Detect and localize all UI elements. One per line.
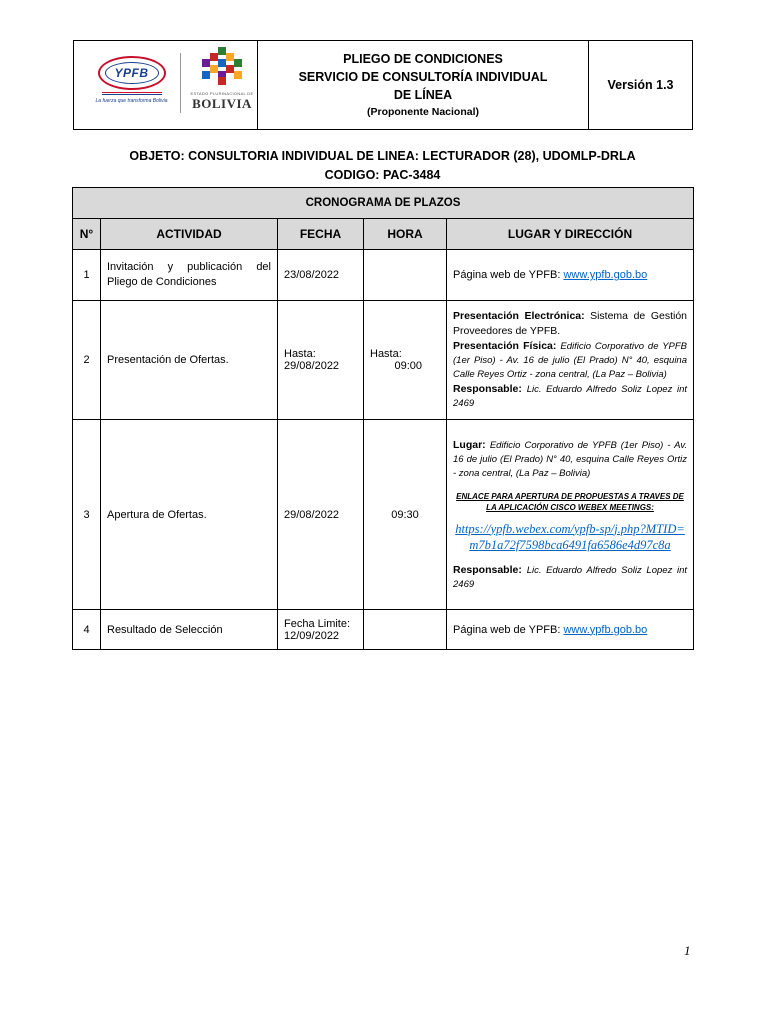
column-header: FECHA xyxy=(278,219,364,250)
time-cell: Hasta: 09:00 xyxy=(364,301,447,420)
objective xyxy=(73,147,692,185)
table-row: 3 Apertura de Ofertas. 29/08/2022 09:30 Lugar: Edificio Corporativo de YPFB (1er Piso) - Av. 16 de julio (El Prado) N° 40, esquina Calle Reyes Ortiz - zona central, (La Paz – Bolivia) ENLACE PARA APERTURA DE PROPUESTAS A TRAVES DE LA APLICACIÓN CISCO WEBEX MEETINGS: https://ypfb.webex.com/ypfb-sp/j.php?MTID=m7b1a72f7598bca6491fa6586e4d97c8a Responsable: Lic. Eduardo Alfredo Soliz Lopez int 2469 xyxy=(73,420,694,610)
table-row: 2 Presentación de Ofertas. Hasta: 29/08/2022 Hasta: 09:00 Presentación Electrónica: Sistema de Gestión Proveedores de YPFB. Presentación Física: Edificio Corporativo de YPFB (1er Piso) - Av. 16 de julio (El Prado) N° 40, esquina Calle Reyes Ortiz - zona central, (La Paz – Bolivia) Responsable: Lic. Eduardo Alfredo Soliz Lopez int 2469 xyxy=(73,301,694,420)
bolivia-emblem-icon xyxy=(202,47,242,85)
activity-cell: Presentación de Ofertas. xyxy=(101,301,278,420)
place-cell: Página web de YPFB: www.ypfb.gob.bo xyxy=(447,250,694,301)
schedule-table xyxy=(72,187,694,650)
table-row: 4 Resultado de Selección Fecha Limite: 12/09/2022 Página web de YPFB: www.ypfb.gob.bo xyxy=(73,610,694,650)
page-number: 1 xyxy=(684,943,691,958)
time-cell xyxy=(364,610,447,650)
logos-cell xyxy=(74,41,258,130)
column-header: N° xyxy=(73,219,101,250)
column-header: HORA xyxy=(364,219,447,250)
date-cell: 23/08/2022 xyxy=(278,250,364,301)
column-header: LUGAR Y DIRECCIÓN xyxy=(447,219,694,250)
place-cell: Página web de YPFB: www.ypfb.gob.bo xyxy=(447,610,694,650)
document-header xyxy=(73,40,693,130)
webex-meeting-link[interactable]: https://ypfb.webex.com/ypfb-sp/j.php?MTID=m7b1a72f7598bca6491fa6586e4d97c8a xyxy=(455,521,685,552)
schedule-caption: CRONOGRAMA DE PLAZOS xyxy=(73,188,694,219)
ypfb-website-link[interactable]: www.ypfb.gob.bo xyxy=(563,269,648,281)
objective-line: OBJETO: CONSULTORIA INDIVIDUAL DE LINEA: LECTURADOR (28), UDOMLP-DRLA xyxy=(129,149,636,163)
version-cell: Versión 1.3 xyxy=(589,41,693,130)
bolivia-logo: ESTADO PLURINACIONAL DE BOLIVIA xyxy=(186,47,258,112)
activity-cell: Apertura de Ofertas. xyxy=(101,420,278,610)
place-cell: Presentación Electrónica: Sistema de Gestión Proveedores de YPFB. Presentación Física: Edificio Corporativo de YPFB (1er Piso) - Av. 16 de julio (El Prado) N° 40, esquina Calle Reyes Ortiz - zona central, (La Paz – Bolivia) Responsable: Lic. Eduardo Alfredo Soliz Lopez int 2469 xyxy=(447,301,694,420)
date-cell: 29/08/2022 xyxy=(278,420,364,610)
time-cell xyxy=(364,250,447,301)
time-cell: 09:30 xyxy=(364,420,447,610)
ypfb-website-link[interactable]: www.ypfb.gob.bo xyxy=(563,623,648,636)
date-cell: Fecha Limite: 12/09/2022 xyxy=(278,610,364,650)
table-row: 1 Invitación y publicación del Pliego de Condiciones 23/08/2022 Página web de YPFB: www.ypfb.gob.bo xyxy=(73,250,694,301)
place-cell: Lugar: Edificio Corporativo de YPFB (1er Piso) - Av. 16 de julio (El Prado) N° 40, esquina Calle Reyes Ortiz - zona central, (La Paz – Bolivia) ENLACE PARA APERTURA DE PROPUESTAS A TRAVES DE LA APLICACIÓN CISCO WEBEX MEETINGS: https://ypfb.webex.com/ypfb-sp/j.php?MTID=m7b1a72f7598bca6491fa6586e4d97c8a Responsable: Lic. Eduardo Alfredo Soliz Lopez int 2469 xyxy=(447,420,694,610)
code-line: CODIGO: PAC-3484 xyxy=(324,168,441,182)
column-header: ACTIVIDAD xyxy=(101,219,278,250)
activity-cell: Resultado de Selección xyxy=(101,610,278,650)
document-title: PLIEGO DE CONDICIONES SERVICIO DE CONSULTORÍA INDIVIDUAL DE LÍNEA (Proponente Nacional) xyxy=(258,41,589,130)
date-cell: Hasta: 29/08/2022 xyxy=(278,301,364,420)
table-header-row xyxy=(73,219,694,250)
ypfb-logo: YPFB La fuerza que transforma Bolivia xyxy=(94,56,169,104)
activity-cell: Invitación y publicación del Pliego de Condiciones xyxy=(101,250,278,301)
webex-title: ENLACE PARA APERTURA DE PROPUESTAS A TRAVES DE LA APLICACIÓN CISCO WEBEX MEETINGS: xyxy=(456,491,684,512)
